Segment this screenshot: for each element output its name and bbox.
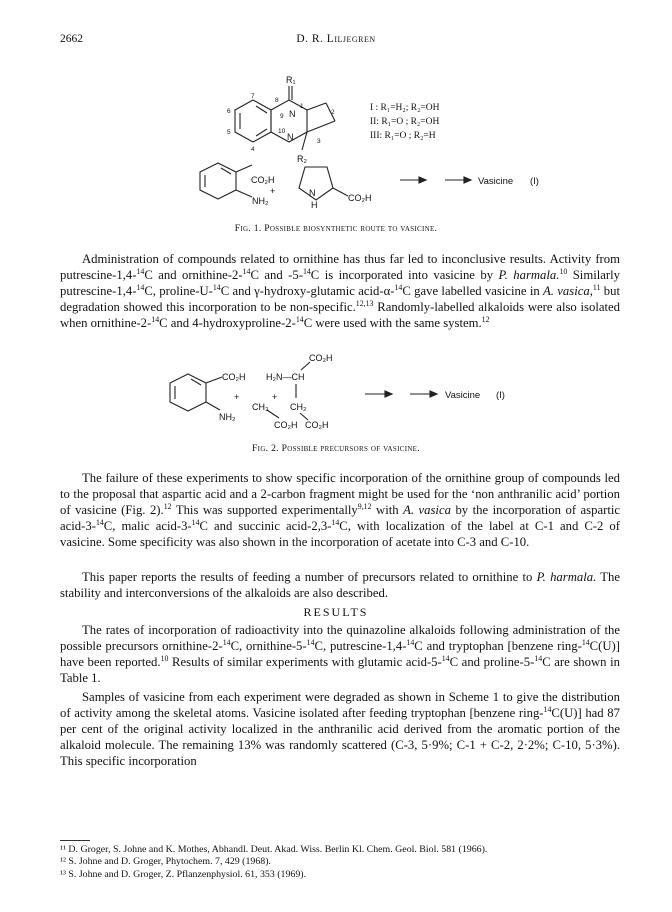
figure-1-caption-text: Possible biosynthetic route to vasicine. xyxy=(264,223,438,234)
footnotes xyxy=(60,844,620,881)
paragraph-5: Samples of vasicine from each experiment were degraded as shown in Scheme 1 to give the distribution of activity among the skeletal atoms. Vasicine isolated after feeding tryptophan [benzene ring-$^{14}$C(U)] had 87 per cent of the original activity localized in the anthranilic acid derived from the aromatic portion of the alkaloid molecule. The remaining 13% was randomly scattered (C-3, 5·9%; C-1 + C-2, 2·2%; C-10, 5·3%). This specific incorporation xyxy=(60,690,620,769)
running-header xyxy=(60,33,612,49)
footnote-13: ¹³ S. Johne and D. Groger, Z. Pflanzenphysiol. 61, 353 (1969). xyxy=(60,868,307,880)
ring-number-2: 2 xyxy=(331,109,335,116)
paragraph-3: This paper reports the results of feeding a number of precursors related to ornithine to P. harmala. The stability and interconversions of the alkaloids are also described. xyxy=(60,570,620,601)
ring-number-9: 9 xyxy=(280,113,284,120)
h2n-ch-label: H₂N—CH xyxy=(266,372,305,382)
ring-number-5: 5 xyxy=(227,129,231,136)
figure-1 xyxy=(0,70,672,220)
running-author: D. R. Liljegren xyxy=(296,33,376,45)
product-ref: (I) xyxy=(530,176,539,187)
nh2-label: NH₂ xyxy=(252,196,269,206)
ring-number-6: 6 xyxy=(227,108,231,115)
legend-line-2: II: R₁=O ; R₂=OH xyxy=(370,117,440,127)
n-atom-bottom: N xyxy=(287,132,294,142)
product-vasicine: Vasicine xyxy=(478,176,514,187)
ring-number-4: 4 xyxy=(251,146,255,153)
n-atom-top: N xyxy=(289,109,296,119)
section-heading-results: RESULTS xyxy=(303,605,369,619)
paragraph-2: The failure of these experiments to show specific incorporation of the ornithine group of compounds led to the proposal that aspartic acid and a 2-carbon fragment might be used for the ‘non anthranilic acid’ portion of vasicine (Fig. 2).$^{12}$ This was supported experimentally$^{9,12}$ with A. vasica by the incorporation of aspartic acid-3-$^{14}$C, malic acid-3-$^{14}$C and succinic acid-2,3-$^{14}$C, with localization of the label at C-1 and C-2 of vasicine. Some specificity was also shown in the incorporation of acetate into C-3 and C-10. xyxy=(60,471,620,550)
proline-n: N xyxy=(309,188,316,198)
proline-co2h: CO₂H xyxy=(348,193,372,203)
figure-1-caption-label: Fig. 1. xyxy=(234,223,262,234)
co2h-label-aspartate-bottom: CO₂H xyxy=(305,420,329,430)
ring-number-8: 8 xyxy=(275,97,279,104)
ring-number-1: 1 xyxy=(300,103,304,110)
figure-2-scheme xyxy=(0,340,672,445)
co2h-label-aspartate-top: CO₂H xyxy=(309,353,333,363)
r2-label: R₂ xyxy=(297,154,307,164)
figure-2 xyxy=(0,340,672,445)
legend-line-3: III: R₁=O ; R₂=H xyxy=(370,131,436,141)
footnote-11: ¹¹ D. Groger, S. Johne and K. Mothes, Abhandl. Deut. Akad. Wiss. Berlin Kl. Chem. Geol. Biol. 581 (1966). xyxy=(60,844,488,855)
co2h-label: CO₂H xyxy=(251,175,275,185)
figure-2-caption xyxy=(0,443,672,454)
product-ref: (I) xyxy=(496,390,505,401)
ring-number-3: 3 xyxy=(317,138,321,145)
plus-sign-1: + xyxy=(234,392,240,402)
co2h-label-benzoic: CO₂H xyxy=(222,372,246,382)
footnote-12: ¹² S. Johne and D. Groger, Phytochem. 7, 429 (1968). xyxy=(60,856,271,868)
figure-1-scheme xyxy=(0,70,672,220)
proline-h: H xyxy=(311,200,318,210)
ring-number-7: 7 xyxy=(251,93,255,100)
r1-label: R₁ xyxy=(286,75,296,85)
co2h-label-acetate: CO₂H xyxy=(274,420,298,430)
figure-1-caption xyxy=(0,223,672,234)
page-number: 2662 xyxy=(60,33,83,45)
ch2-label: CH₂ xyxy=(290,402,307,412)
ch3-label: CH₃ xyxy=(252,402,269,412)
ring-number-10: 10 xyxy=(278,128,286,135)
figure-2-caption-text: Possible precursors of vasicine. xyxy=(281,443,420,454)
paragraph-4: The rates of incorporation of radioactivity into the quinazoline alkaloids following administration of the possible precursors ornithine-2-$^{14}$C, ornithine-5-$^{14}$C, putrescine-1,4-$^{14}$C and tryptophan [benzene ring-$^{14}$C(U)] have been reported.$^{10}$ Results of similar experiments with glutamic acid-5-$^{14}$C and proline-5-$^{14}$C are shown in Table 1. xyxy=(60,623,620,686)
nh2-label: NH₂ xyxy=(219,412,236,422)
paragraph-1: Administration of compounds related to ornithine has thus far led to inconclusive results. Activity from putrescine-1,4-$^{14}$C and ornithine-2-$^{14}$C and -5-$^{14}$C is incorporated into vasicine by P. harmala.$^{10}$ Similarly putrescine-1,4-$^{14}$C, proline-U-$^{14}$C and γ-hydroxy-glutamic acid-α-$^{14}$C gave labelled vasicine in A. vasica,$^{11}$ but degradation showed this incorporation to be non-specific.$^{12,13}$ Randomly-labelled alkaloids were also isolated when ornithine-2-$^{14}$C and 4-hydroxyproline-2-$^{14}$C were used with the same system.$^{12}$ xyxy=(60,252,621,331)
plus-sign: + xyxy=(270,186,276,196)
legend-line-1: I : R₁=H₂; R₂=OH xyxy=(370,103,440,113)
plus-sign-2: + xyxy=(272,392,278,402)
product-vasicine: Vasicine xyxy=(445,390,481,401)
footnote-rule xyxy=(60,840,90,841)
figure-2-caption-label: Fig. 2. xyxy=(252,443,279,454)
